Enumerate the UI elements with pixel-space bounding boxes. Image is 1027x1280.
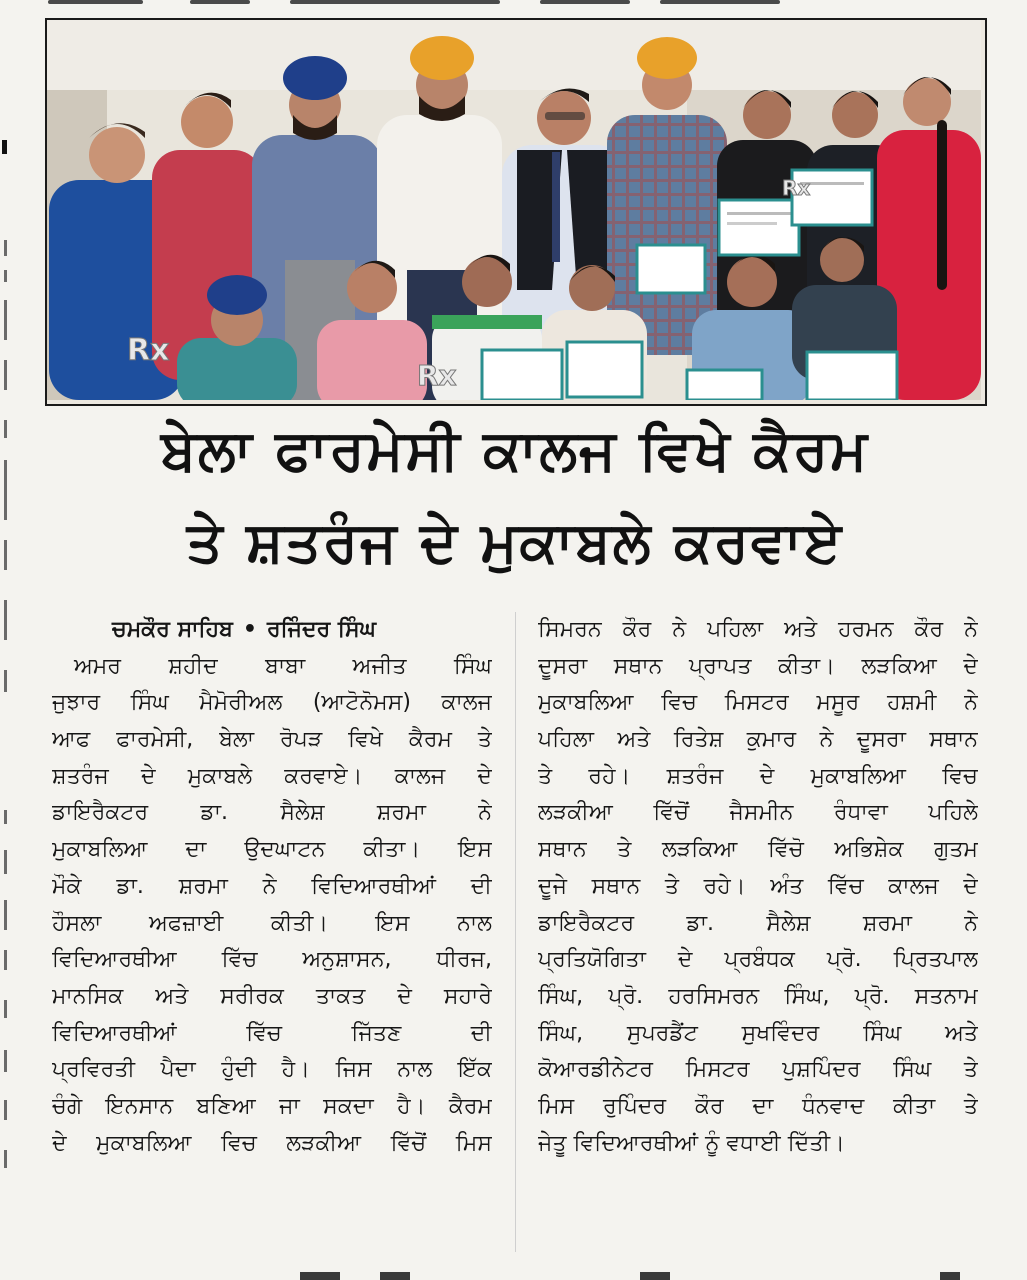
article-line: ਪ੍ਰਤਿਯੋਗਿਤਾ ਦੇ ਪ੍ਰਬੰਧਕ ਪ੍ਰੋ. ਪ੍ਰਿਤਪਾਲ [538,947,978,973]
certificate-3 [637,245,705,293]
article-line: ਦੂਸਰਾ ਸਥਾਨ ਪ੍ਰਾਪਤ ਕੀਤਾ। ਲੜਕਿਆ ਦੇ [538,653,978,679]
certificate-6 [807,352,897,400]
rx-trophy-1: Rx [127,333,170,368]
previous-article-cut-text [0,0,1027,10]
group-photo-illustration [47,20,981,400]
article-line: ਮਾਨਸਿਕ ਅਤੇ ਸਰੀਰਕ ਤਾਕਤ ਦੇ ਸਹਾਰੇ [52,983,492,1009]
article-line: ਤੇ ਰਹੇ। ਸ਼ਤਰੰਜ ਦੇ ਮੁਕਾਬਲਿਆ ਵਿਚ [538,763,978,789]
article-line: ਸਥਾਨ ਤੇ ਲੜਕਿਆ ਵਿੱਚੋ ਅਭਿਸ਼ੇਕ ਗੁਤਮ [538,837,978,863]
article-line: ਮੁਕਾਬਲਿਆ ਵਿਚ ਮਿਸਟਰ ਮਸੂਰ ਹਸ਼ਮੀ ਨੇ [538,690,978,716]
rx-trophy-3: Rx [782,176,811,200]
article-line: ਡਾਇਰੈਕਟਰ ਡਾ. ਸੈਲੇਸ਼ ਸ਼ਰਮਾ ਨੇ [52,800,492,826]
article-line: ਮੁਕਾਬਲਿਆ ਦਾ ਉਦਘਾਟਨ ਕੀਤਾ। ਇਸ [52,837,492,863]
article-line: ਜੇਤੂ ਵਿਦਿਆਰਥੀਆਂ ਨੂੰ ਵਧਾਈ ਦਿੱਤੀ। [538,1130,845,1156]
group-photo [45,18,987,406]
certificate-1 [719,200,799,255]
certificate-5 [567,342,642,397]
article-line: ਸਿੰਘ, ਪ੍ਰੋ. ਹਰਸਿਮਰਨ ਸਿੰਘ, ਪ੍ਰੋ. ਸਤਨਾਮ [538,983,978,1009]
article-line: ਲੜਕੀਆ ਵਿੱਚੋਂ ਜੈਸਮੀਨ ਰੰਧਾਵਾ ਪਹਿਲੇ [538,800,978,826]
article-line: ਅਮਰ ਸ਼ਹੀਦ ਬਾਬਾ ਅਜੀਤ ਸਿੰਘ [74,653,492,679]
byline [52,612,492,649]
article-line: ਦੇ ਮੁਕਾਬਲਿਆ ਵਿਚ ਲੜਕੀਆ ਵਿੱਚੋਂ ਮਿਸ [52,1130,492,1156]
article-line: ਮਿਸ ਰੁਪਿੰਦਰ ਕੌਰ ਦਾ ਧੰਨਵਾਦ ਕੀਤਾ ਤੇ [538,1093,978,1119]
article-line: ਪ੍ਰਵਿਰਤੀ ਪੈਦਾ ਹੁੰਦੀ ਹੈ। ਜਿਸ ਨਾਲ ਇੱਕ [52,1057,492,1083]
certificate-4 [482,350,562,400]
headline-line-1: ਬੇਲਾ ਫਾਰਮੇਸੀ ਕਾਲਜ ਵਿਖੇ ਕੈਰਮ [160,418,870,483]
article-line: ਸਿਮਰਨ ਕੌਰ ਨੇ ਪਹਿਲਾ ਅਤੇ ਹਰਮਨ ਕੌਰ ਨੇ [538,617,978,642]
article-line: ਸ਼ਤਰੰਜ ਦੇ ਮੁਕਾਬਲੇ ਕਰਵਾਏ। ਕਾਲਜ ਦੇ [52,763,492,789]
next-section-cut-text [0,1268,1027,1280]
article-right-column [538,612,978,1162]
article-line: ਕੋਆਰਡੀਨੇਟਰ ਮਿਸਟਰ ਪੁਸ਼ਪਿੰਦਰ ਸਿੰਘ ਤੇ [538,1057,978,1083]
article-line: ਜੁਝਾਰ ਸਿੰਘ ਮੈਮੋਰੀਅਲ (ਆਟੋਨੋਮਸ) ਕਾਲਜ [52,690,492,716]
article-line: ਪਹਿਲਾ ਅਤੇ ਰਿਤੇਸ਼ ਕੁਮਾਰ ਨੇ ਦੂਸਰਾ ਸਥਾਨ [538,727,978,753]
article-line: ਵਿਦਿਆਰਥੀਆਂ ਵਿੱਚ ਜਿੱਤਣ ਦੀ [52,1020,492,1046]
article-left-column [52,612,492,1162]
article-line: ਸਿੰਘ, ਸੁਪਰਡੈਂਟ ਸੁਖਵਿੰਦਰ ਸਿੰਘ ਅਤੇ [538,1020,978,1046]
byline-separator: • [242,617,257,642]
article-line: ਦੂਜੇ ਸਥਾਨ ਤੇ ਰਹੇ। ਅੰਤ ਵਿੱਚ ਕਾਲਜ ਦੇ [538,873,978,899]
certificate-7 [687,370,762,400]
byline-reporter: ਰਜਿੰਦਰ ਸਿੰਘ [266,617,376,642]
article-line: ਆਫ ਫਾਰਮੇਸੀ, ਬੇਲਾ ਰੋਪੜ ਵਿਖੇ ਕੈਰਮ ਤੇ [52,727,492,753]
article-line: ਵਿਦਿਆਰਥੀਆ ਵਿੱਚ ਅਨੁਸ਼ਾਸਨ, ਧੀਰਜ, [52,947,492,973]
byline-place: ਚਮਕੌਰ ਸਾਹਿਬ [112,617,233,642]
headline-line-2: ਤੇ ਸ਼ਤਰੰਜ ਦੇ ਮੁਕਾਬਲੇ ਕਰਵਾਏ [186,510,844,575]
article-line: ਮੌਕੇ ਡਾ. ਸ਼ਰਮਾ ਨੇ ਵਿਦਿਆਰਥੀਆਂ ਦੀ [52,873,492,899]
article-line: ਡਾਇਰੈਕਟਰ ਡਾ. ਸੈਲੇਸ਼ ਸ਼ਰਮਾ ਨੇ [538,910,978,936]
rx-trophy-2: Rx [417,359,457,392]
article-line: ਹੌਸਲਾ ਅਫਜ਼ਾਈ ਕੀਤੀ। ਇਸ ਨਾਲ [52,910,492,936]
adjacent-column-edge [0,120,18,1280]
article-line: ਚੰਗੇ ਇਨਸਾਨ ਬਣਿਆ ਜਾ ਸਕਦਾ ਹੈ। ਕੈਰਮ [52,1093,492,1119]
column-divider [515,612,516,1252]
